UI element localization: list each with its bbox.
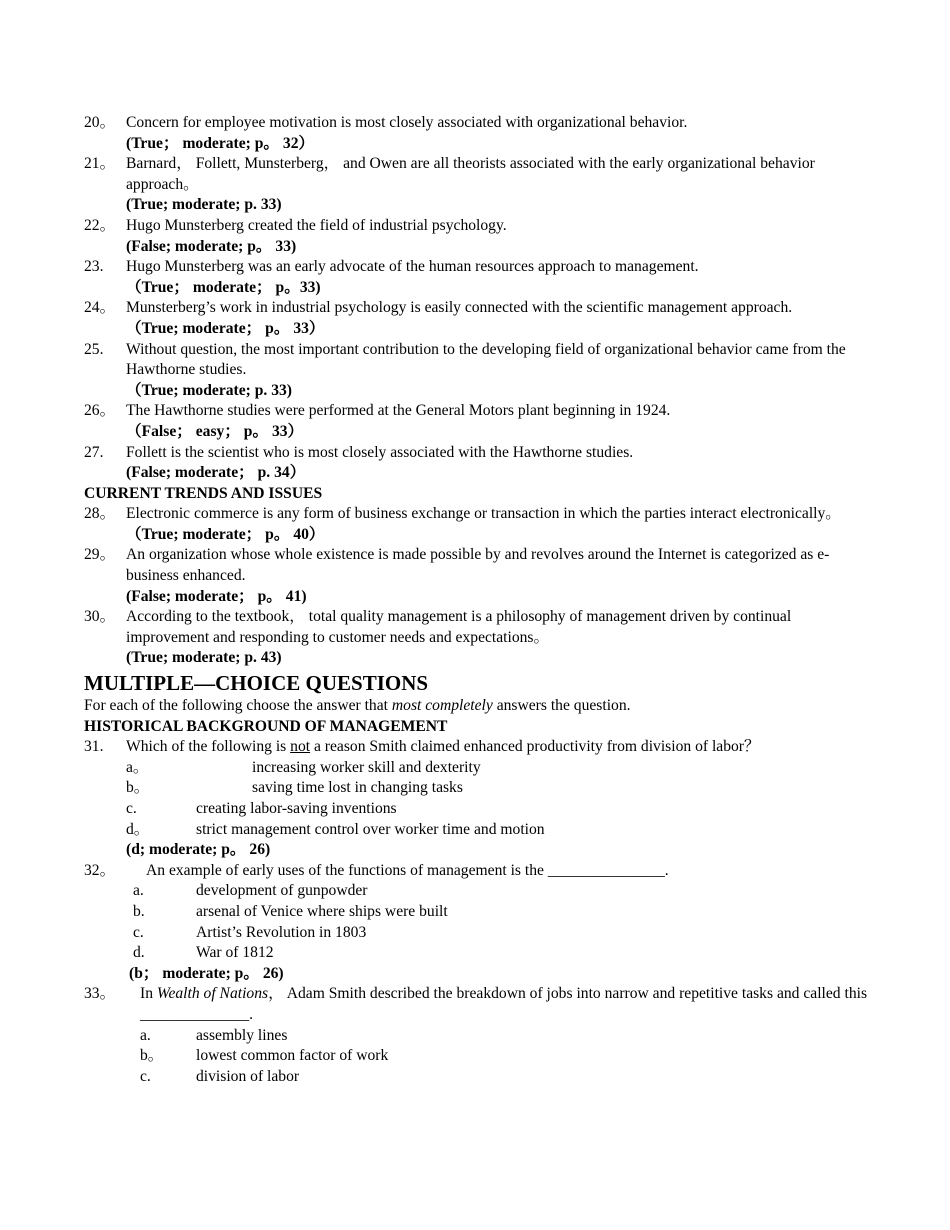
option-label: c. [126,800,137,817]
question-text-part: ， Adam Smith described the breakdown of jobs into narrow and repetitive tasks and called this ______________. [140,985,868,1023]
book-title: Wealth of Nations [156,985,269,1003]
question-23 [84,257,874,278]
question-number: 31. [84,738,104,756]
page-content [84,113,874,1087]
question-number: 21。 [84,155,116,173]
question-text: Without question, the most important contribution to the developing field of organizational behavior came from the Hawthorne studies. [126,340,846,379]
question-text: According to the textbook， total quality management is a philosophy of management driven by continual improvement and responding to customer needs and expectations。 [126,608,792,646]
option-text: strict management control over worker time and motion [196,820,545,838]
instructions-text: answers the question. [492,697,631,715]
option-text: arsenal of Venice where ships were built [196,902,448,920]
question-text-part: In [140,985,157,1003]
question-text-part: Which of the following is [126,738,291,756]
option-b [84,778,874,799]
answer-key: (False; moderate； p. 34） [126,464,306,482]
option-label: a。 [126,758,149,776]
question-text: Munsterberg’s work in industrial psychology is easily connected with the scientific management approach. [126,299,793,317]
option-label: c. [133,923,144,941]
question-number: 22。 [84,216,116,234]
section-heading-current-trends: CURRENT TRENDS AND ISSUES [84,484,323,502]
question-number: 27. [84,443,104,461]
question-text: Hugo Munsterberg was an early advocate of the human resources approach to management. [126,258,699,276]
option-text: War of 1812 [196,944,274,962]
option-label: b。 [126,779,150,797]
option-text: saving time lost in changing tasks [252,779,463,797]
question-number: 23. [84,258,104,276]
option-a [84,1026,874,1047]
question-text [140,984,874,1025]
mc-instructions [84,696,874,717]
answer-key: (b； moderate; p。 26) [129,964,284,982]
answer-key: (True; moderate; p. 43) [126,649,282,667]
option-a [84,881,874,902]
instructions-emphasis: most completely [391,697,493,715]
answer-key: （True; moderate; p. 33) [126,381,293,399]
question-text: Concern for employee motivation is most closely associated with organizational behavior. [126,114,688,131]
option-text: development of gunpowder [196,882,368,900]
instructions-text: For each of the following choose the answer that [84,697,392,715]
option-label: d. [133,944,145,962]
option-label: a. [140,1026,151,1044]
question-text: An organization whose whole existence is made possible by and revolves around the Internet is categorized as e-business enhanced. [126,546,830,585]
option-text: increasing worker skill and dexterity [252,758,481,776]
question-22 [84,216,874,237]
answer-key: (d; moderate; p。 26) [126,841,271,859]
question-number: 30。 [84,608,116,626]
question-21 [84,154,874,195]
question-28 [84,504,874,525]
question-number: 28。 [84,505,116,523]
question-number: 25. [84,340,104,358]
option-label: c. [140,1067,151,1085]
question-20 [84,113,874,134]
answer-key: (True； moderate; p。 32） [126,134,315,152]
question-33 [84,984,874,1025]
question-number: 29。 [84,546,116,564]
question-27 [84,443,874,464]
question-text: Electronic commerce is any form of business exchange or transaction in which the parties interact electronically。 [126,505,841,523]
answer-key: (False; moderate； p。 41) [126,587,307,605]
option-text: division of labor [196,1067,300,1085]
answer-key: （True； moderate； p。33) [126,278,321,296]
question-25 [84,340,874,381]
question-text: Follett is the scientist who is most closely associated with the Hawthorne studies. [126,443,634,461]
option-c [84,799,874,820]
option-text: Artist’s Revolution in 1803 [196,923,367,941]
question-text [126,737,874,758]
question-26 [84,401,874,422]
answer-key: (True; moderate; p. 33) [126,196,282,214]
option-a [84,758,874,779]
option-c [84,923,874,944]
option-b [84,1046,874,1067]
answer-key: （True; moderate； p。 40） [126,525,325,543]
question-text: The Hawthorne studies were performed at the General Motors plant beginning in 1924. [126,402,671,420]
option-text: assembly lines [196,1026,288,1044]
option-label: d。 [126,820,150,838]
question-24 [84,298,874,319]
question-number: 20。 [84,114,116,131]
option-label: a. [133,882,144,900]
option-label: b。 [140,1047,164,1065]
question-number: 26。 [84,402,116,420]
question-31 [84,737,874,758]
section-heading-historical: HISTORICAL BACKGROUND OF MANAGEMENT [84,717,448,735]
question-29 [84,545,874,586]
question-number: 24。 [84,299,116,317]
question-text: Barnard， Follett, Munsterberg， and Owen are all theorists associated with the early organizational behavior approach。 [126,155,815,193]
answer-key: （False； easy； p。 33） [126,422,304,440]
question-32 [84,861,874,882]
option-b [84,902,874,923]
option-d [84,943,874,964]
question-text: Hugo Munsterberg created the field of industrial psychology. [126,216,507,234]
option-text: lowest common factor of work [196,1047,389,1065]
question-text-underlined: not [290,738,311,756]
question-text-part: a reason Smith claimed enhanced productivity from division of labor？ [310,738,760,756]
question-number: 32。 [84,861,116,879]
option-c [84,1067,874,1088]
answer-key: (False; moderate; p。 33) [126,237,297,255]
question-30 [84,607,874,648]
option-d [84,820,874,841]
option-label: b. [133,902,145,920]
question-text: An example of early uses of the functions of management is the _______________. [146,861,669,879]
option-text: creating labor-saving inventions [196,800,397,817]
answer-key: （True; moderate； p。 33） [126,319,325,337]
question-number: 33。 [84,985,116,1003]
section-heading-multiple-choice: MULTIPLE—CHOICE QUESTIONS [84,671,429,696]
